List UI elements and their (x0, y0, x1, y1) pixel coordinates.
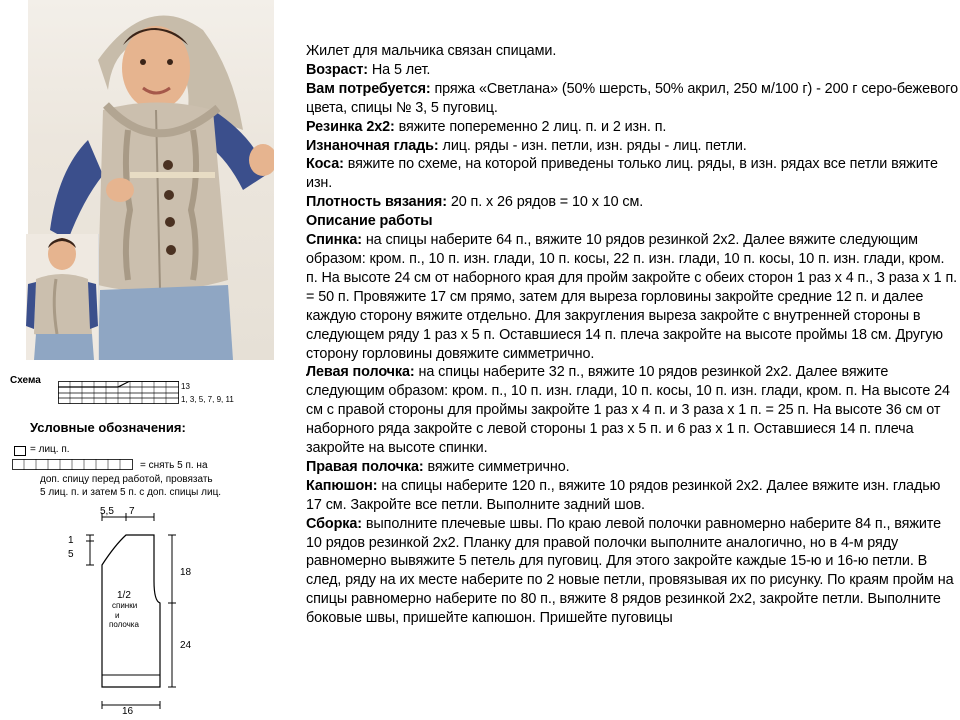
vest-schematic (60, 505, 210, 715)
dim-left-5: 5 (68, 549, 74, 560)
back-line (306, 231, 958, 363)
inner-label-1: 1/2 (117, 590, 131, 601)
cable-label: Коса: (306, 156, 344, 173)
right-front-label: Правая полочка: (306, 458, 424, 475)
legend-cable-text-1: = снять 5 п. на (140, 460, 208, 471)
rib-value: вяжите попеременно 2 лиц. п. и 2 изн. п. (394, 118, 667, 135)
inner-label-3: и (115, 611, 120, 620)
back-label: Спинка: (306, 232, 362, 249)
materials-line (306, 80, 958, 118)
cable-chart-grid (58, 381, 180, 405)
title: Жилет для мальчика связан спицами. (306, 43, 557, 59)
legend-cable-text-2: доп. спицу перед работой, провязать (40, 474, 213, 485)
dim-left-1: 1 (68, 535, 74, 546)
right-front-line (306, 458, 958, 477)
left-front-label: Левая полочка: (306, 364, 415, 381)
dim-bottom-16: 16 (122, 706, 134, 717)
materials-value: пряжа «Светлана» (50% шерсть, 50% акрил, 250 м/100 г) - 200 г серо-бежевого цвета, спицы № 3, 5 пуговиц. (306, 80, 959, 116)
rib-line (306, 118, 958, 137)
boy-back-photo (26, 234, 99, 360)
legend-knit-box (14, 446, 26, 456)
legend-cable-text-3: 5 лиц. п. и затем 5 п. с доп. спицы лиц. (40, 487, 222, 498)
assembly-line (306, 515, 958, 628)
age-label: Возраст: (306, 61, 368, 78)
materials-label: Вам потребуется: (306, 80, 431, 97)
inner-label-2: спинки (112, 601, 138, 610)
boy-back-illustration (26, 234, 98, 360)
legend-cable-symbol (12, 459, 134, 471)
gauge-line (306, 193, 958, 212)
cable-line (306, 155, 958, 193)
hood-line (306, 477, 958, 515)
cable-value: вяжите по схеме, на которой приведены только лиц. ряды, в изн. рядах все петли вяжите изн. (306, 156, 938, 192)
left-front-value: на спицы наберите 32 п., вяжите 10 рядов резинкой 2х2. Далее вяжите следующим образом: кром. п., 10 п. изн. глади, 10 п. косы, 10 п. изн. глади, кром. п. На высоте 24 см с правой стороны для проймы закройте 1 раз х 4 п. и 3 раза х 1 п. = 25 п. На высоте 36 см от наборного ряда закройте с левой стороны 1 раз х 5 п. и 6 раз х 1 п. Оставшиеся 14 п. плеча закройте на высоте спинки. (306, 364, 950, 457)
dim-right-24: 24 (180, 640, 192, 651)
gauge-value: 20 п. х 26 рядов = 10 х 10 см. (446, 194, 644, 211)
legend-title: Условные обозначения: (30, 420, 186, 435)
right-front-value: вяжите симметрично. (423, 458, 570, 475)
gauge-label: Плотность вязания: (306, 194, 447, 211)
dim-right-18: 18 (180, 567, 192, 578)
instructions-text (306, 42, 958, 628)
reverse-value: лиц. ряды - изн. петли, изн. ряды - лиц. петли. (438, 137, 747, 154)
rows-label-top: 13 (181, 382, 190, 391)
hood-label: Капюшон: (306, 477, 378, 494)
left-front-line (306, 363, 958, 458)
rib-label: Резинка 2х2: (306, 118, 395, 135)
dim-top-right: 7 (129, 506, 135, 517)
reverse-line (306, 137, 958, 156)
legend-knit-text: = лиц. п. (30, 444, 70, 455)
back-value: на спицы наберите 64 п., вяжите 10 рядов резинкой 2х2. Далее вяжите следующим образом: кром. п., 10 п. изн. глади, 10 п. косы, 22 п. изн. глади, 10 п. косы, 10 п. изн. глади, кром. п. На высоте 24 см от наборного края для пройм закройте с обеих сторон 1 раз х 4 п., 3 раза х 1 п. = 50 п. Провяжите 17 см прямо, затем для выреза горловины закройте средние 12 п. и далее каждую сторону вяжите отдельно. Для закругления выреза закройте с внутренней стороны в следующем ряду 1 раз х 5 п. Оставшиеся 14 п. плеча закройте на высоте проймы 18 см. Другую сторону горловины довяжите симметрично. (306, 232, 958, 362)
assembly-label: Сборка: (306, 515, 362, 532)
work-heading: Описание работы (306, 213, 433, 230)
reverse-label: Изнаночная гладь: (306, 137, 439, 154)
assembly-value: выполните плечевые швы. По краю левой полочки равномерно наберите 84 п., вяжите 10 рядов резинкой 2х2. Планку для правой полочки выполните аналогично, но в 4-м ряду равномерно вывяжите 5 петель для пуговиц. Для этого закройте каждые 15-ю и 16-ю петли. В след, ряду на их месте наберите по 2 новые петли, провязывая их по рисунку. По краям пройм на спицы равномерно наберите по 80 п., вяжите 8 рядов резинкой 2х2, закройте петли. Выполните боковые швы, пришейте капюшон. Пришейте пуговицы (306, 515, 954, 627)
dim-top-left: 5,5 (100, 506, 114, 517)
age-value: На 5 лет. (367, 61, 431, 78)
hood-value: на спицы наберите 120 п., вяжите 10 рядов резинкой 2х2. Далее вяжите изн. гладью 17 см. Закройте все петли. Выполните задний шов. (306, 477, 941, 513)
inner-label-4: полочка (109, 620, 139, 629)
rows-label-bottom: 1, 3, 5, 7, 9, 11 (181, 395, 234, 404)
scheme-label: Схема (10, 375, 41, 386)
age-line (306, 61, 958, 80)
